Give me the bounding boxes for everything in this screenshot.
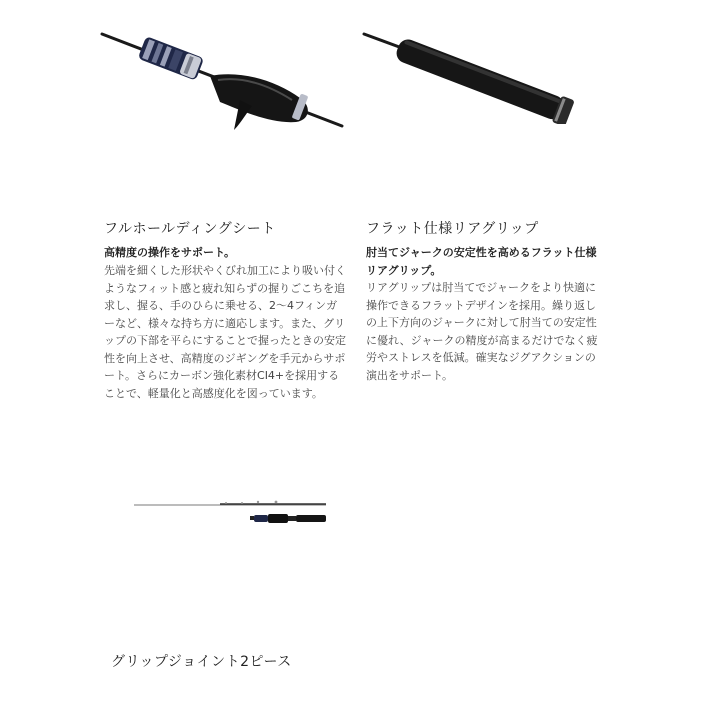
rear-grip-image xyxy=(362,30,584,124)
grip-joint-2piece-image xyxy=(130,496,330,532)
section-body-left: 先端を細くした形状やくびれ加工により吸い付くようなフィット感と疲れ知らずの握りごこちを追求し、握る、手のひらに乗せる、2〜4フィンガーなど、様々な持ち方に適応します。また、グリップの下部を平らにすることで握ったときの安定性を向上させ、高精度のジギングを手元からサポート。さらにカーボン強化素材CI4+を採用することで、軽量化と高感度化を図っています。 xyxy=(104,264,346,400)
reel-seat-image xyxy=(100,28,345,133)
section-body-right: リアグリップは肘当てでジャークをより快適に操作できるフラットデザインを採用。繰り返しの上下方向のジャークに対して肘当ての安定性に優れ、ジャークの精度が高まるだけでなく疲労やストレスを低減。確実なジグアクションの演出をサポート。 xyxy=(366,281,598,382)
section-lead-left: 高精度の操作をサポート。 xyxy=(104,246,236,259)
section-title-full-holding-seat: フルホールディングシート xyxy=(104,221,276,237)
grip-joint-caption: グリップジョイント2ピース xyxy=(111,654,292,670)
section-title-flat-rear-grip: フラット仕様リアグリップ xyxy=(366,221,539,237)
section-lead-right: 肘当てジャークの安定性を高めるフラット仕様リアグリップ。 xyxy=(366,246,597,277)
